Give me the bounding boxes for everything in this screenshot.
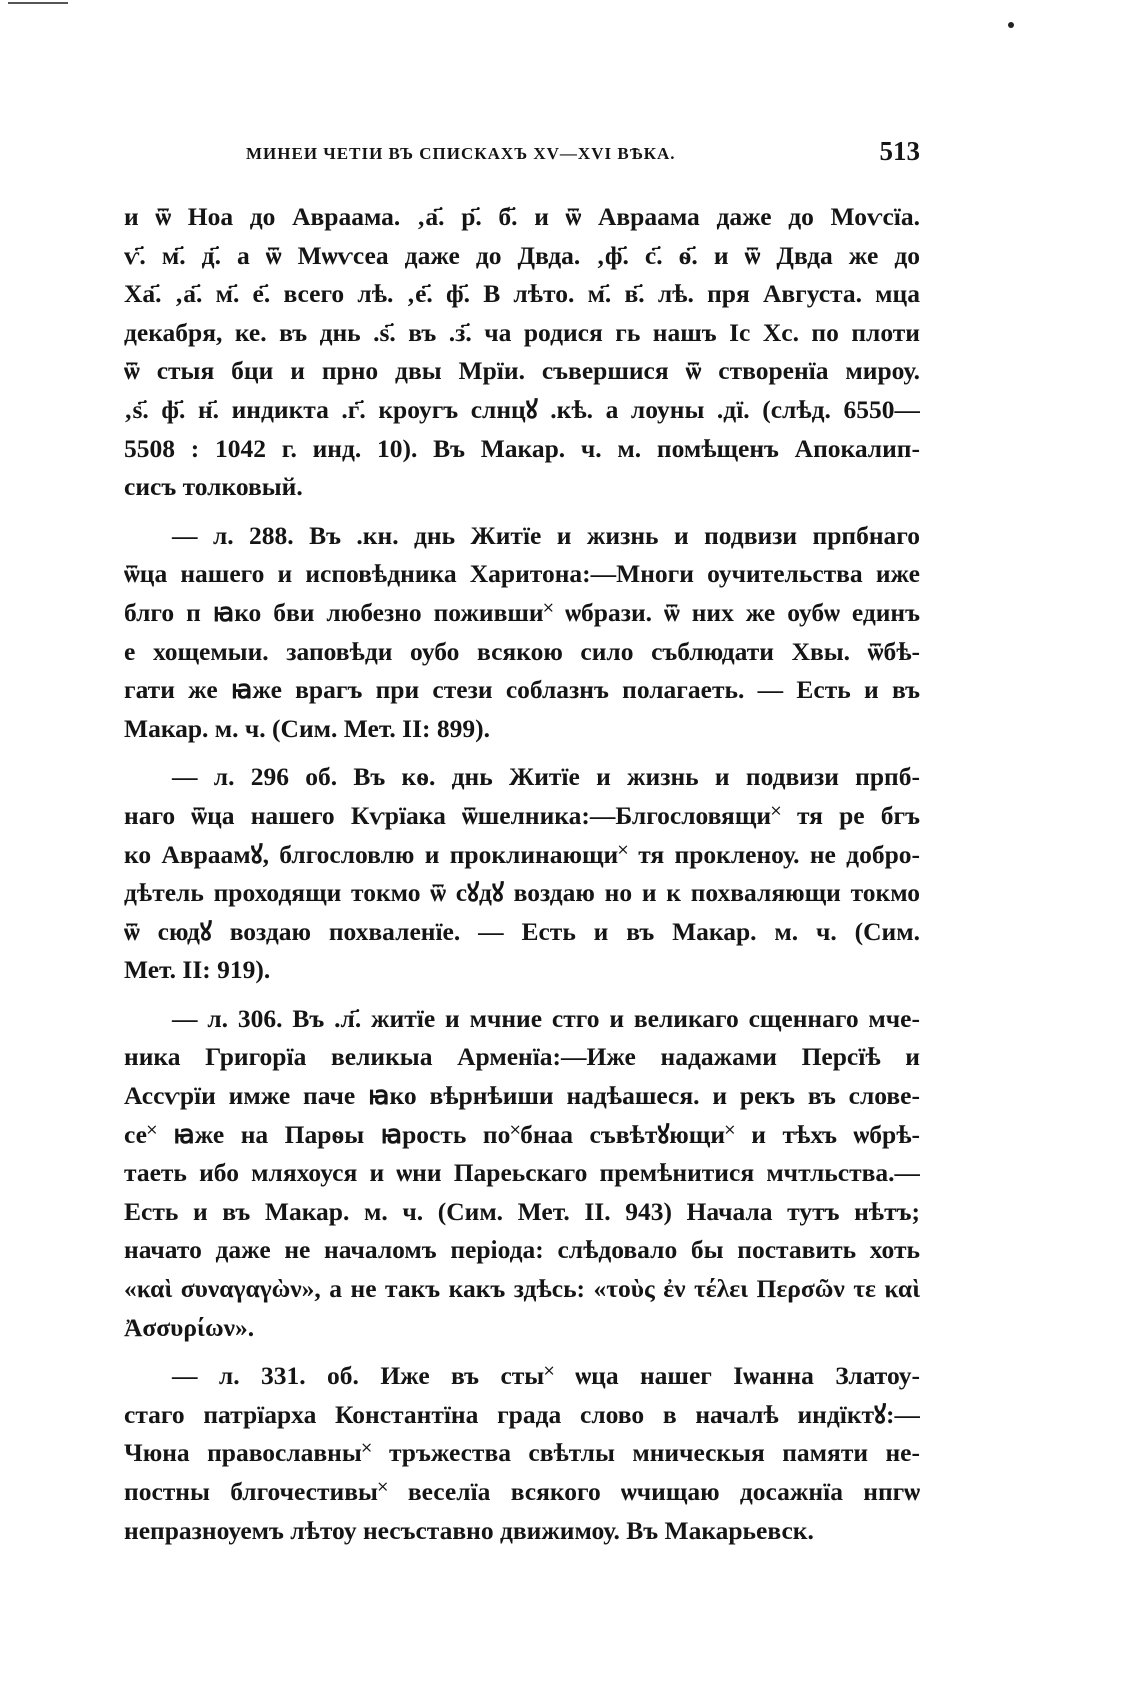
text-line: «καὶ συναγαγὼν», а не такъ какъ здѣсь: «τοὺς ἐν τέλει Περσῶν τε καὶ [124, 1274, 920, 1304]
text-line: ѿ сюдꙋ воздаю похваленїе. — Есть и въ Макар. м. ч. (Сим. [124, 916, 920, 946]
text-line: постны блгочестивы˟ веселїа всякого ѡчищаю досажнїа нпгѡ [124, 1477, 920, 1506]
paragraph [124, 1357, 920, 1550]
text-line: начато даже не началомъ періода: слѣдовало бы поставить хоть [124, 1235, 920, 1265]
text-line: — л. 306. Въ .л҃. житїе и мчние стго и великаго сщеннаго мче- [172, 1003, 920, 1033]
text-line: сисъ толковый. [124, 472, 303, 502]
text-line: 5508 : 1042 г. инд. 10). Въ Макар. ч. м. помѣщенъ Апокалип- [124, 433, 920, 463]
text-line: Ассѵрїи имже паче ꙗко вѣрнѣиши надѣашеся. и рекъ въ слове- [124, 1081, 920, 1111]
text-line: — л. 296 об. Въ кѳ. днь Житїе и жизнь и подвизи прпб- [172, 762, 920, 792]
margin-dot [1008, 22, 1014, 28]
text-line: декабря, ке. въ днь .ѕ҃. въ .з҃. ча родися гь нашъ Іс Хс. по плоти [124, 317, 920, 347]
paragraph [124, 517, 920, 749]
text-line: Макар. м. ч. (Сим. Мет. II: 899). [124, 713, 491, 743]
paragraph [124, 758, 920, 990]
text-line: Есть и въ Макар. м. ч. (Сим. Мет. II. 943) Начала тутъ нѣтъ; [124, 1196, 920, 1226]
text-line: и ѿ Ноа до Авраама. ‚а҃. р҃. б҃. и ѿ Авраама даже до Моѵсїа. [124, 202, 920, 231]
text-line: непразноуемъ лѣтоу несъставно движимоу. Въ Макарьевск. [124, 1515, 814, 1545]
body-text [124, 198, 920, 1550]
running-title: МИНЕИ ЧЕТІИ ВЪ СПИСКАХЪ XV—XVI ВѢКА. [246, 144, 676, 163]
text-line: блго п ꙗко бви любезно поживши˟ ѡбрази. ѿ них же оубѡ единъ [124, 597, 920, 627]
text-line: — л. 288. Въ .кн. днь Житїе и жизнь и подвизи прпбнаго [172, 520, 920, 550]
text-line: се˟ ꙗже на Парѳы ꙗрость по˟бнаа съвѣтꙋющи˟ и тѣхъ ѡбрѣ- [124, 1119, 920, 1149]
text-line: ѵ҃. м҃. д҃. а ѿ Мѡѵсеа даже до Двда. ‚ф҃. с҃. ѳ҃. и ѿ Двда же до [124, 240, 920, 270]
text-line: стаго патрїарха Константїна града слово в началѣ индїктꙋ:— [124, 1399, 920, 1429]
text-line: дѣтель проходящи токмо ѿ сꙋдꙋ воздаю но и к похваляющи токмо [124, 878, 920, 908]
text-line: — л. 331. об. Иже въ сты˟ ѡца нашег Іѡанна Златоу- [172, 1361, 920, 1391]
paragraph [124, 1000, 920, 1347]
text-line: ‚ѕ҃. ф҃. н҃. индикта .г҃. кроугъ слнцꙋ .кѣ. а лоуны .дї. (слѣд. 6550— [124, 394, 920, 424]
text-line: таеть ибо мляхоуся и ѡни Пареьскаго премѣнитися мчтльства.— [124, 1158, 920, 1188]
text-line: Чюна православны˟ тръжества свѣтлы мническыя памяти не- [124, 1438, 920, 1468]
text-line: Мет. II: 919). [124, 955, 271, 985]
text-line: е хощемыи. заповѣди оубо всякою сило съблюдати Хвы. ѿбѣ- [124, 636, 920, 666]
text-line: ко Авраамꙋ, блгословлю и проклинающи˟ тя прокленоу. не добро- [124, 839, 920, 869]
text-line: ника Григорїа великыа Арменїа:—Иже надажами Персїѣ и [124, 1042, 920, 1072]
text-line: Ха҃. ‚а҃. м҃. е҃. всего лѣ. ‚е҃. ф҃. В лѣто. м҃. в҃. лѣ. пря Августа. мца [124, 279, 920, 309]
corner-rule [8, 2, 68, 4]
paragraph [124, 198, 920, 507]
paragraph-gap [124, 1347, 920, 1357]
paragraph-gap [124, 990, 920, 1000]
text-line: наго ѿца нашего Кѵрїака ѿшелника:—Блгословящи˟ тя ре бгъ [124, 800, 920, 830]
paragraph-gap [124, 507, 920, 517]
text-line: Ἀσσυρίων». [124, 1312, 255, 1342]
page-header [115, 136, 920, 176]
page-number: 513 [879, 136, 920, 166]
text-line: ѿца нашего и исповѣдника Харитона:—Многи оучительства иже [124, 559, 920, 589]
text-line: гати же ꙗже врагъ при стези соблазнъ полагаеть. — Есть и въ [124, 675, 920, 705]
text-line: ѿ стыя бци и прно двы Мрїи. съвершися ѿ створенїа мироу. [124, 356, 920, 386]
paragraph-gap [124, 748, 920, 758]
